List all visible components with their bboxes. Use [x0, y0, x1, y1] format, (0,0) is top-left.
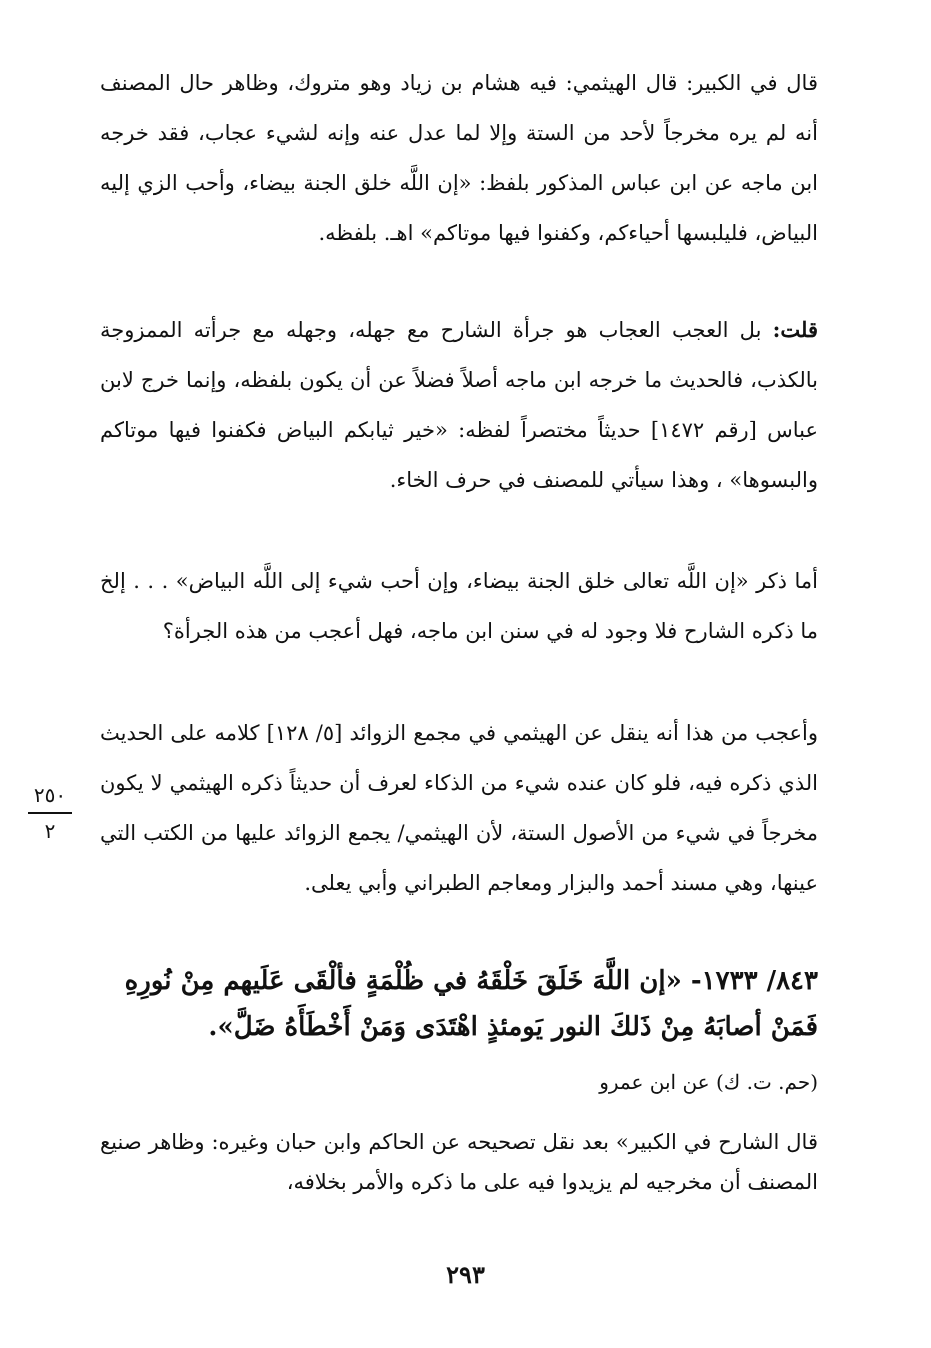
paragraph-2-lead: قلت: [772, 317, 818, 342]
margin-reference-volume-page: ٢٥٠ [33, 783, 67, 807]
paragraph-2-body: بل العجب العجاب هو جرأة الشارح مع جهله، وجهله مع جرأته الممزوجة بالكذب، فالحديث ما خرجه ابن ماجه أصلاً فضلاً عن أن يكون بلفظه، وإنما خرج لابن عباس [رقم ١٤٧٢] حديثاً مختصراً لفظه: «خير ثيابكم البياض فكفنوا فيها موتاكم والبسوها» ، وهذا سيأتي للمصنف في حرف الخاء. [100, 318, 818, 492]
margin-reference [20, 782, 80, 844]
paragraph-5: قال الشارح في الكبير» بعد نقل تصحيحه عن الحاكم وابن حبان وغيره: وظاهر صنيع المصنف أن مخرجيه لم يزيدوا فيه على ما ذكره والأمر بخلافه، [100, 1130, 818, 1194]
paragraph-2 [100, 305, 818, 505]
page-number: ٢٩٣ [446, 1260, 485, 1289]
hadith-text: ٨٤٣/ ١٧٣٣- «إن اللَّهَ خَلَقَ خَلْقَهُ في ظُلْمَةٍ فألْقَى عَلَيهم مِنْ نُورِهِ فَمَنْ أصابَهُ مِنْ ذَلكَ النور يَومئذٍ اهْتَدَى وَمَنْ أَخْطَأَهُ ضَلَّ». [124, 966, 818, 1042]
margin-reference-volume: ٢ [44, 819, 56, 843]
paragraph-4: وأعجب من هذا أنه ينقل عن الهيثمي في مجمع الزوائد [٥/ ١٢٨] كلامه على الحديث الذي ذكره فيه، فلو كان عنده شيء من الذكاء لعرف أن حديثاً ذكره الهيثمي لا يكون مخرجاً في شيء من الأصول الستة، لأن الهيثمي/ يجمع الزوائد عليها من الكتب التي عينها، وهي مسند أحمد والبزار ومعاجم الطبراني وأبي يعلى. [100, 721, 818, 895]
hadith-source: (حم. ت. ك) عن ابن عمرو [599, 1070, 818, 1094]
paragraph-1: قال في الكبير: قال الهيثمي: فيه هشام بن زياد وهو متروك، وظاهر حال المصنف أنه لم يره مخرجاً لأحد من الستة وإلا لما عدل عنه وإنه لشيء عجاب، فقد خرجه ابن ماجه عن ابن عباس المذكور بلفظ: «إن اللَّه خلق الجنة بيضاء، وأحب الزي إليه البياض، فليلبسها أحياءكم، وكفنوا فيها موتاكم» اهـ. بلفظه. [100, 71, 818, 245]
margin-reference-divider [28, 812, 72, 814]
paragraph-3: أما ذكر «إن اللَّه تعالى خلق الجنة بيضاء، وإن أحب شيء إلى اللَّه البياض» . . . إلخ ما ذكره الشارح فلا وجود له في سنن ابن ماجه، فهل أعجب من هذه الجرأة؟ [100, 569, 818, 643]
